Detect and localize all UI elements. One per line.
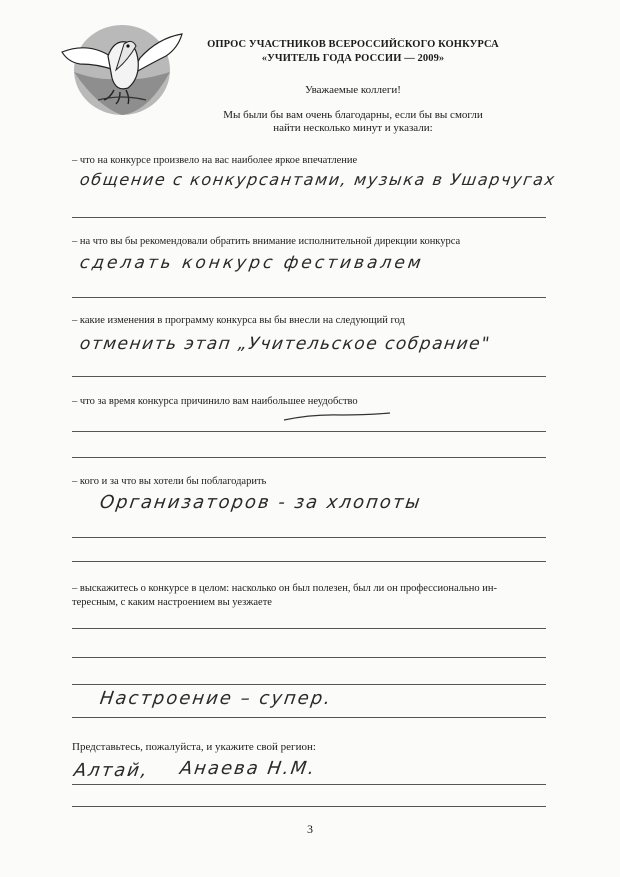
survey-header xyxy=(188,38,518,135)
question-3-label: – какие изменения в программу конкурса вы бы внесли на следующий год xyxy=(72,315,405,326)
survey-title-line-2: «УЧИТЕЛЬ ГОДА РОССИИ — 2009» xyxy=(261,53,445,64)
pen-stroke xyxy=(282,410,392,424)
question-6-label-line-2: тересным, с каким настроением вы уезжаете xyxy=(72,597,272,608)
question-3-answer: отменить этап „Учительское собрание" xyxy=(78,334,492,354)
question-5-answer: Организаторов - за хлопоты xyxy=(98,492,424,513)
answer-line xyxy=(72,431,546,432)
region-answer: Алтай, xyxy=(72,760,151,781)
question-4-label: – что за время конкурса причинило вам наибольшее неудобство xyxy=(72,396,358,407)
answer-line xyxy=(72,537,546,538)
question-6-label-line-1: – выскажитесь о конкурсе в целом: насколько он был полезен, был ли он профессионально ин- xyxy=(72,583,497,594)
pelican-logo xyxy=(58,12,186,118)
intro-line-2: найти несколько минут и указали: xyxy=(273,122,433,134)
survey-title-line-1: ОПРОС УЧАСТНИКОВ ВСЕРОССИЙСКОГО КОНКУРСА xyxy=(207,39,499,50)
greeting: Уважаемые коллеги! xyxy=(305,84,401,96)
answer-line xyxy=(72,657,546,658)
question-2-answer: сделать конкурс фестивалем xyxy=(78,253,426,273)
answer-line xyxy=(72,628,546,629)
intro-line-1: Мы были бы вам очень благодарны, если бы вы смогли xyxy=(223,109,483,121)
answer-line xyxy=(72,297,546,298)
page-number: 3 xyxy=(307,822,313,836)
answer-line xyxy=(72,376,546,377)
answer-line xyxy=(72,457,546,458)
answer-line xyxy=(72,806,546,807)
answer-line xyxy=(72,717,546,718)
answer-line xyxy=(72,684,546,685)
name-answer: Анаева Н.М. xyxy=(178,758,318,779)
answer-line xyxy=(72,217,546,218)
question-6-answer: Настроение – супер. xyxy=(98,688,334,709)
region-label: Представьтесь, пожалуйста, и укажите свой регион: xyxy=(72,741,316,753)
question-1-label: – что на конкурсе произвело на вас наиболее яркое впечатление xyxy=(72,155,358,166)
question-5-label: – кого и за что вы хотели бы поблагодарить xyxy=(72,476,267,487)
question-1-answer: общение с конкурсантами, музыка в Ушарчугах xyxy=(78,170,558,189)
question-2-label: – на что вы бы рекомендовали обратить внимание исполнительной дирекции конкурса xyxy=(72,236,461,247)
answer-line xyxy=(72,561,546,562)
answer-line xyxy=(72,784,546,785)
